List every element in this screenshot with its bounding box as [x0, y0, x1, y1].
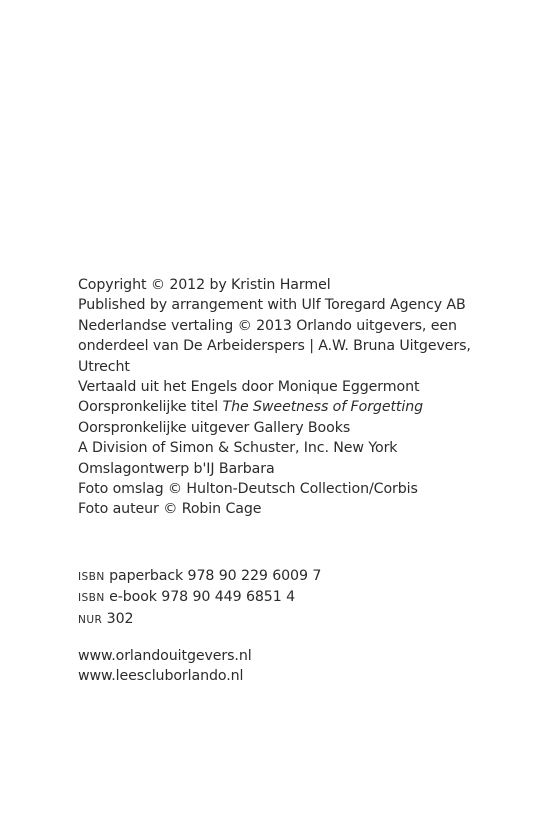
credits-block	[78, 275, 528, 520]
published-line: Published by arrangement with Ulf Toregard Agency AB	[78, 297, 466, 314]
cover-design-line: Omslagontwerp b'IJ Barbara	[78, 460, 275, 477]
website-link-leesclub[interactable]: www.leescluborlando.nl	[78, 668, 244, 685]
isbn-label: ISBN	[78, 592, 105, 605]
nur-value: 302	[102, 610, 134, 627]
websites-block	[78, 646, 528, 687]
copyright-line: Copyright © 2012 by Kristin Harmel	[78, 277, 331, 293]
original-title-prefix: Oorspronkelijke titel	[78, 399, 223, 416]
translation-line-1: Nederlandse vertaling © 2013 Orlando uitgevers, een	[78, 317, 457, 334]
isbn-paperback-value: paperback 978 90 229 6009 7	[104, 568, 322, 584]
division-line: A Division of Simon & Schuster, Inc. New York	[78, 440, 398, 457]
isbn-ebook-value: e-book 978 90 449 6851 4	[104, 589, 295, 606]
original-title: The Sweetness of Forgetting	[222, 399, 424, 416]
isbn-label: ISBN	[78, 571, 105, 583]
cover-photo-line: Foto omslag © Hulton-Deutsch Collection/Corbis	[78, 481, 418, 498]
translator-line: Vertaald uit het Engels door Monique Eggermont	[78, 379, 420, 396]
isbn-paperback-line	[78, 566, 528, 587]
nur-line	[78, 609, 528, 630]
isbn-ebook-line	[78, 587, 528, 608]
translation-line-3: Utrecht	[78, 358, 130, 375]
website-link-orlando[interactable]: www.orlandouitgevers.nl	[78, 648, 252, 664]
nur-label: NUR	[78, 613, 103, 626]
author-photo-line: Foto auteur © Robin Cage	[78, 501, 262, 518]
original-title-line	[78, 397, 528, 417]
translation-line-2: onderdeel van De Arbeiderspers | A.W. Bruna Uitgevers,	[78, 338, 471, 355]
isbn-block	[78, 566, 528, 630]
original-publisher-line: Oorspronkelijke uitgever Gallery Books	[78, 419, 351, 436]
